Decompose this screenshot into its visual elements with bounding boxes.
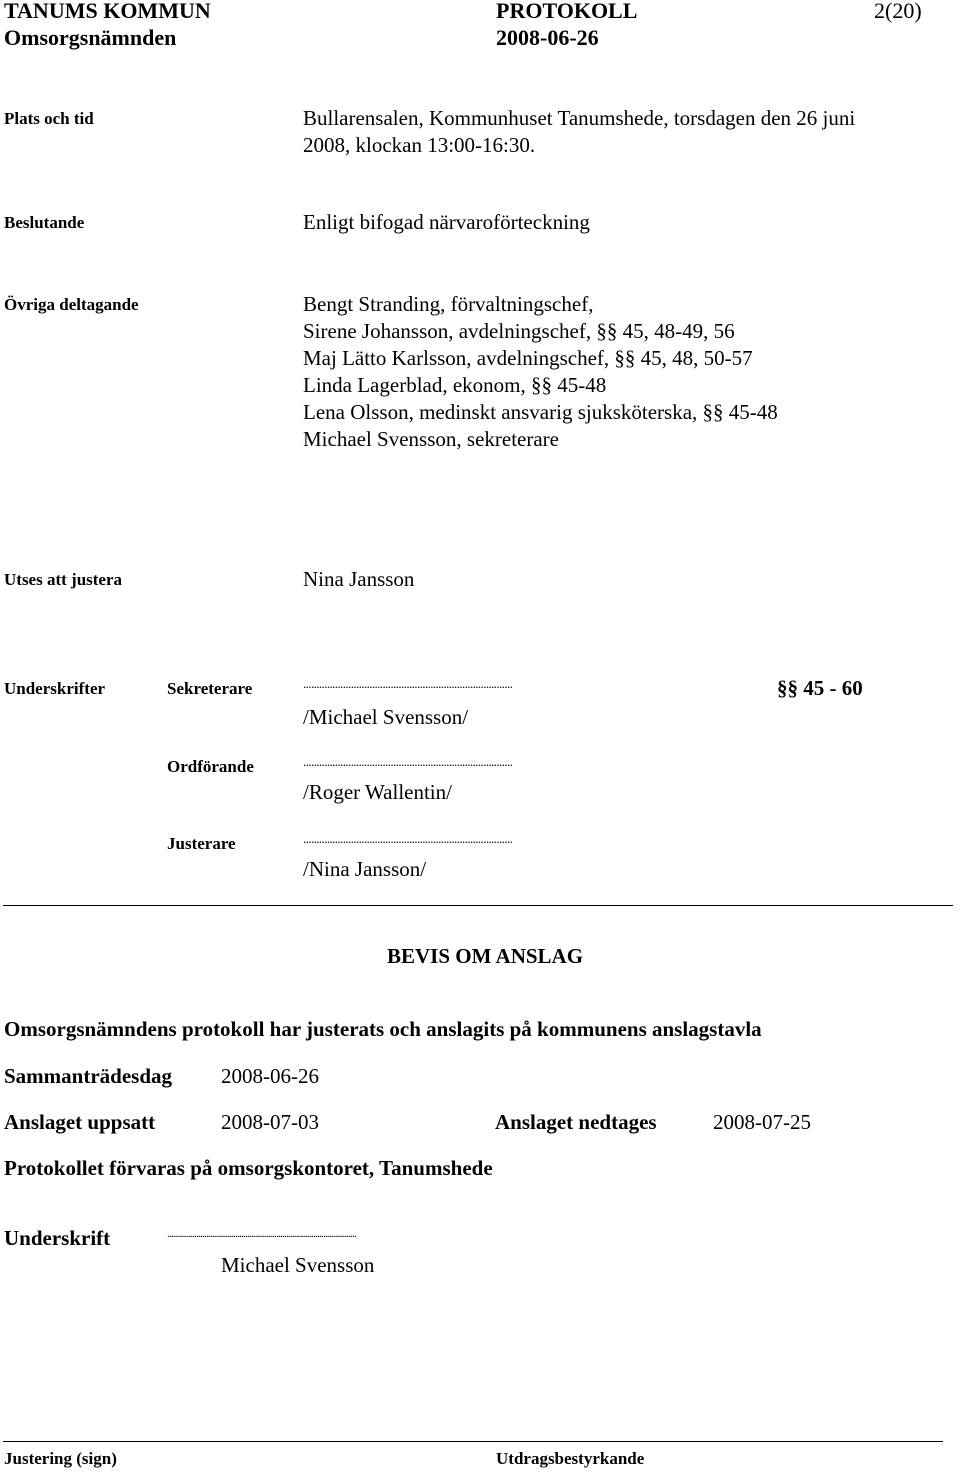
- uppsatt-label: Anslaget uppsatt: [4, 1110, 156, 1134]
- plats-label: Plats och tid: [4, 109, 94, 128]
- signature-role: Sekreterare: [167, 679, 253, 698]
- nedtages-label: Anslaget nedtages: [495, 1110, 657, 1134]
- participant-line: Bengt Stranding, förvaltningschef,: [303, 292, 594, 316]
- utses-label: Utses att justera: [4, 570, 123, 589]
- participant-line: Sirene Johansson, avdelningschef, §§ 45, 48-49, 56: [303, 319, 735, 343]
- ovriga-label: Övriga deltagande: [4, 295, 139, 314]
- signatures-label: Underskrifter: [4, 679, 106, 698]
- org-name: TANUMS KOMMUN: [4, 0, 211, 23]
- signature-dots: ...............................................................................: [303, 754, 513, 769]
- plats-line-2: 2008, klockan 13:00-16:30.: [303, 133, 536, 157]
- utses-value: Nina Jansson: [303, 567, 415, 591]
- meeting-date: 2008-06-26: [496, 25, 599, 50]
- beslutande-value: Enligt bifogad närvaroförteckning: [303, 210, 590, 234]
- sammantradesdag-value: 2008-06-26: [221, 1064, 319, 1088]
- footer-utdrag: Utdragsbestyrkande: [496, 1449, 645, 1468]
- signature-name: /Roger Wallentin/: [303, 780, 452, 804]
- signature-paragraphs: §§ 45 - 60: [777, 676, 863, 700]
- uppsatt-value: 2008-07-03: [221, 1110, 319, 1134]
- signature-role: Ordförande: [167, 757, 254, 776]
- participant-line: Lena Olsson, medinskt ansvarig sjuksköterska, §§ 45-48: [303, 400, 778, 424]
- doc-type: PROTOKOLL: [496, 0, 638, 23]
- committee-name: Omsorgsnämnden: [4, 25, 177, 50]
- signature-role: Justerare: [167, 834, 236, 853]
- participant-line: Linda Lagerblad, ekonom, §§ 45-48: [303, 373, 607, 397]
- footer-divider: [3, 1441, 943, 1442]
- signature-dots: ...............................................................................: [303, 676, 513, 691]
- anslag-title: BEVIS OM ANSLAG: [387, 944, 584, 968]
- participant-line: Maj Lätto Karlsson, avdelningschef, §§ 45, 48, 50-57: [303, 346, 753, 370]
- signature-name: /Michael Svensson/: [303, 705, 469, 729]
- participant-line: Michael Svensson, sekreterare: [303, 427, 559, 451]
- footer-justering: Justering (sign): [4, 1449, 117, 1468]
- plats-line-1: Bullarensalen, Kommunhuset Tanumshede, torsdagen den 26 juni: [303, 106, 856, 130]
- forvaras-text: Protokollet förvaras på omsorgskontoret, Tanumshede: [4, 1156, 493, 1180]
- page-number: 2(20): [874, 0, 922, 23]
- signature-name: /Nina Jansson/: [303, 857, 427, 881]
- underskrift-label: Underskrift: [4, 1226, 111, 1250]
- section-divider: [3, 905, 953, 906]
- nedtages-value: 2008-07-25: [713, 1110, 811, 1134]
- underskrift-name: Michael Svensson: [221, 1253, 375, 1277]
- signature-dots: ...............................................................................: [303, 831, 513, 846]
- anslag-statement: Omsorgsnämndens protokoll har justerats och anslagits på kommunens anslagstavla: [4, 1017, 762, 1041]
- beslutande-label: Beslutande: [4, 213, 85, 232]
- sammantradesdag-label: Sammanträdesdag: [4, 1064, 173, 1088]
- underskrift-dots: .................................................................................................: [167, 1228, 357, 1240]
